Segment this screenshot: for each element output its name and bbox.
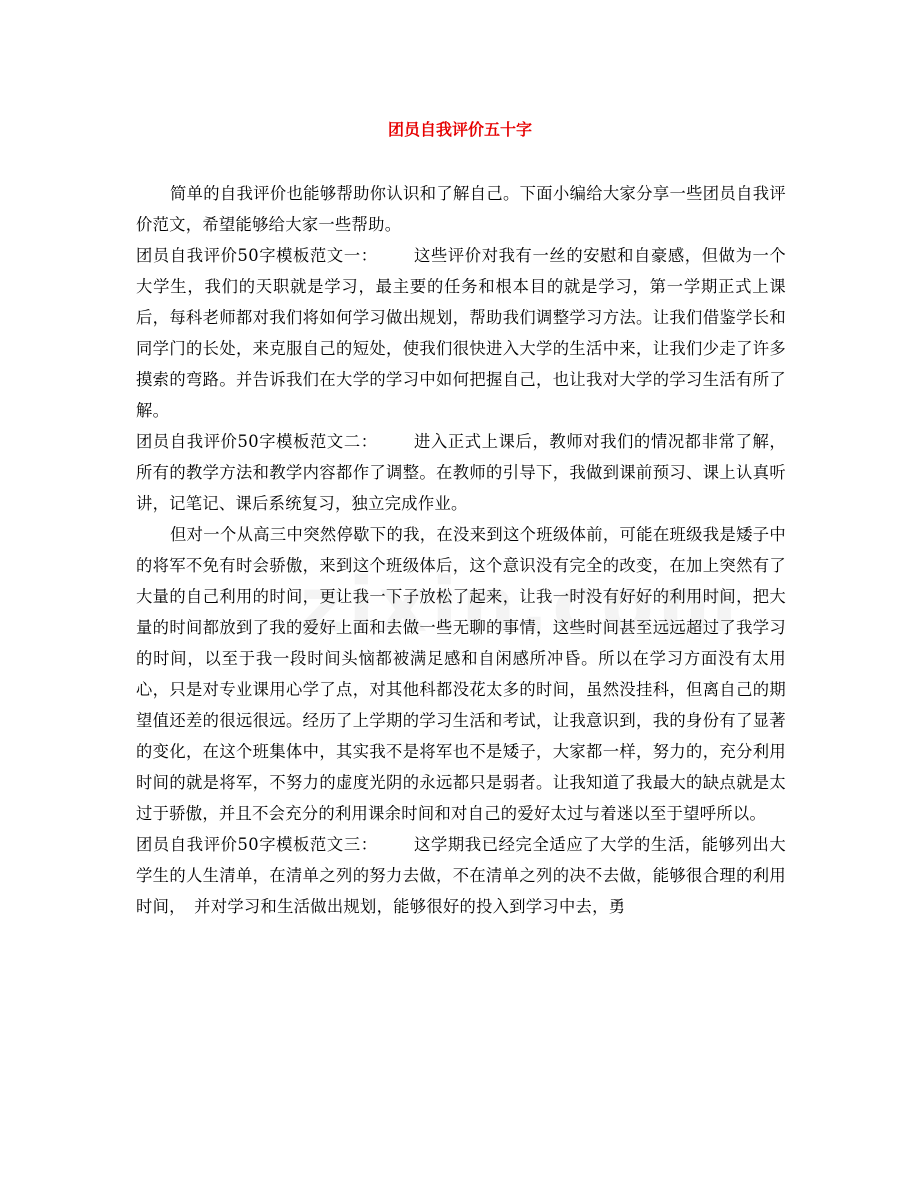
sample-1-label: 团员自我评价50字模板范文一：: [136, 246, 378, 265]
sample-3-text: 这学期我已经完全适应了大学的生活，能够列出大学生的人生清单，在清单之列的努力去做，不在清单之列的决不去做，能够很合理的利用时间， 并对学习和生活做出规划，能够很好的投入到学习中去，勇: [136, 835, 786, 916]
sample-2-label: 团员自我评价50字模板范文二：: [136, 432, 378, 451]
sample-2-followup-paragraph: 但对一个从高三中突然停歇下的我，在没来到这个班级体前，可能在班级我是矮子中的将军不免有时会骄傲，来到这个班级体后，这个意识没有完全的改变，在加上突然有了大量的自己利用的时间，更让我一下子放松了起来，让我一时没有好好的利用时间，把大量的时间都放到了我的爱好上面和去做一些无聊的事情，这些时间甚至远远超过了我学习的时间，以至于我一段时间头恼都被满足感和自闲感所冲昏。所以在学习方面没有太用心，只是对专业课用心学了点，对其他科都没花太多的时间，虽然没挂科，但离自己的期望值还差的很远很远。经历了上学期的学习生活和考试，让我意识到，我的身份有了显著的变化，在这个班集体中，其实我不是将军也不是矮子，大家都一样，努力的，充分利用时间的就是将军，不努力的虚度光阴的永远都只是弱者。让我知道了我最大的缺点就是太过于骄傲，并且不会充分的利用课余时间和对自己的爱好太过与着迷以至于望呼所以。: [136, 525, 786, 823]
sample-3-paragraph: [136, 829, 786, 922]
document-title: 团员自我评价五十字: [387, 120, 532, 139]
sample-2-paragraph: [136, 426, 786, 519]
sample-2-text: 进入正式上课后，教师对我们的情况都非常了解，所有的教学方法和教学内容都作了调整。在教师的引导下，我做到课前预习、课上认真听讲，记笔记、课后系统复习，独立完成作业。: [136, 432, 786, 513]
sample-1-paragraph: [136, 240, 786, 426]
document-body: [136, 178, 786, 922]
intro-paragraph: 简单的自我评价也能够帮助你认识和了解自己。下面小编给大家分享一些团员自我评价范文，希望能够给大家一些帮助。: [136, 184, 786, 234]
sample-1-text: 这些评价对我有一丝的安慰和自豪感，但做为一个大学生，我们的天职就是学习，最主要的任务和根本目的就是学习，第一学期正式上课后，每科老师都对我们将如何学习做出规划，帮助我们调整学习方法。让我们借鉴学长和同学门的长处，来克服自己的短处，使我们很快进入大学的生活中来，让我们少走了许多摸索的弯路。并告诉我们在大学的学习中如何把握自己，也让我对大学的学习生活有所了解。: [136, 246, 786, 420]
sample-3-label: 团员自我评价50字模板范文三：: [136, 835, 378, 854]
